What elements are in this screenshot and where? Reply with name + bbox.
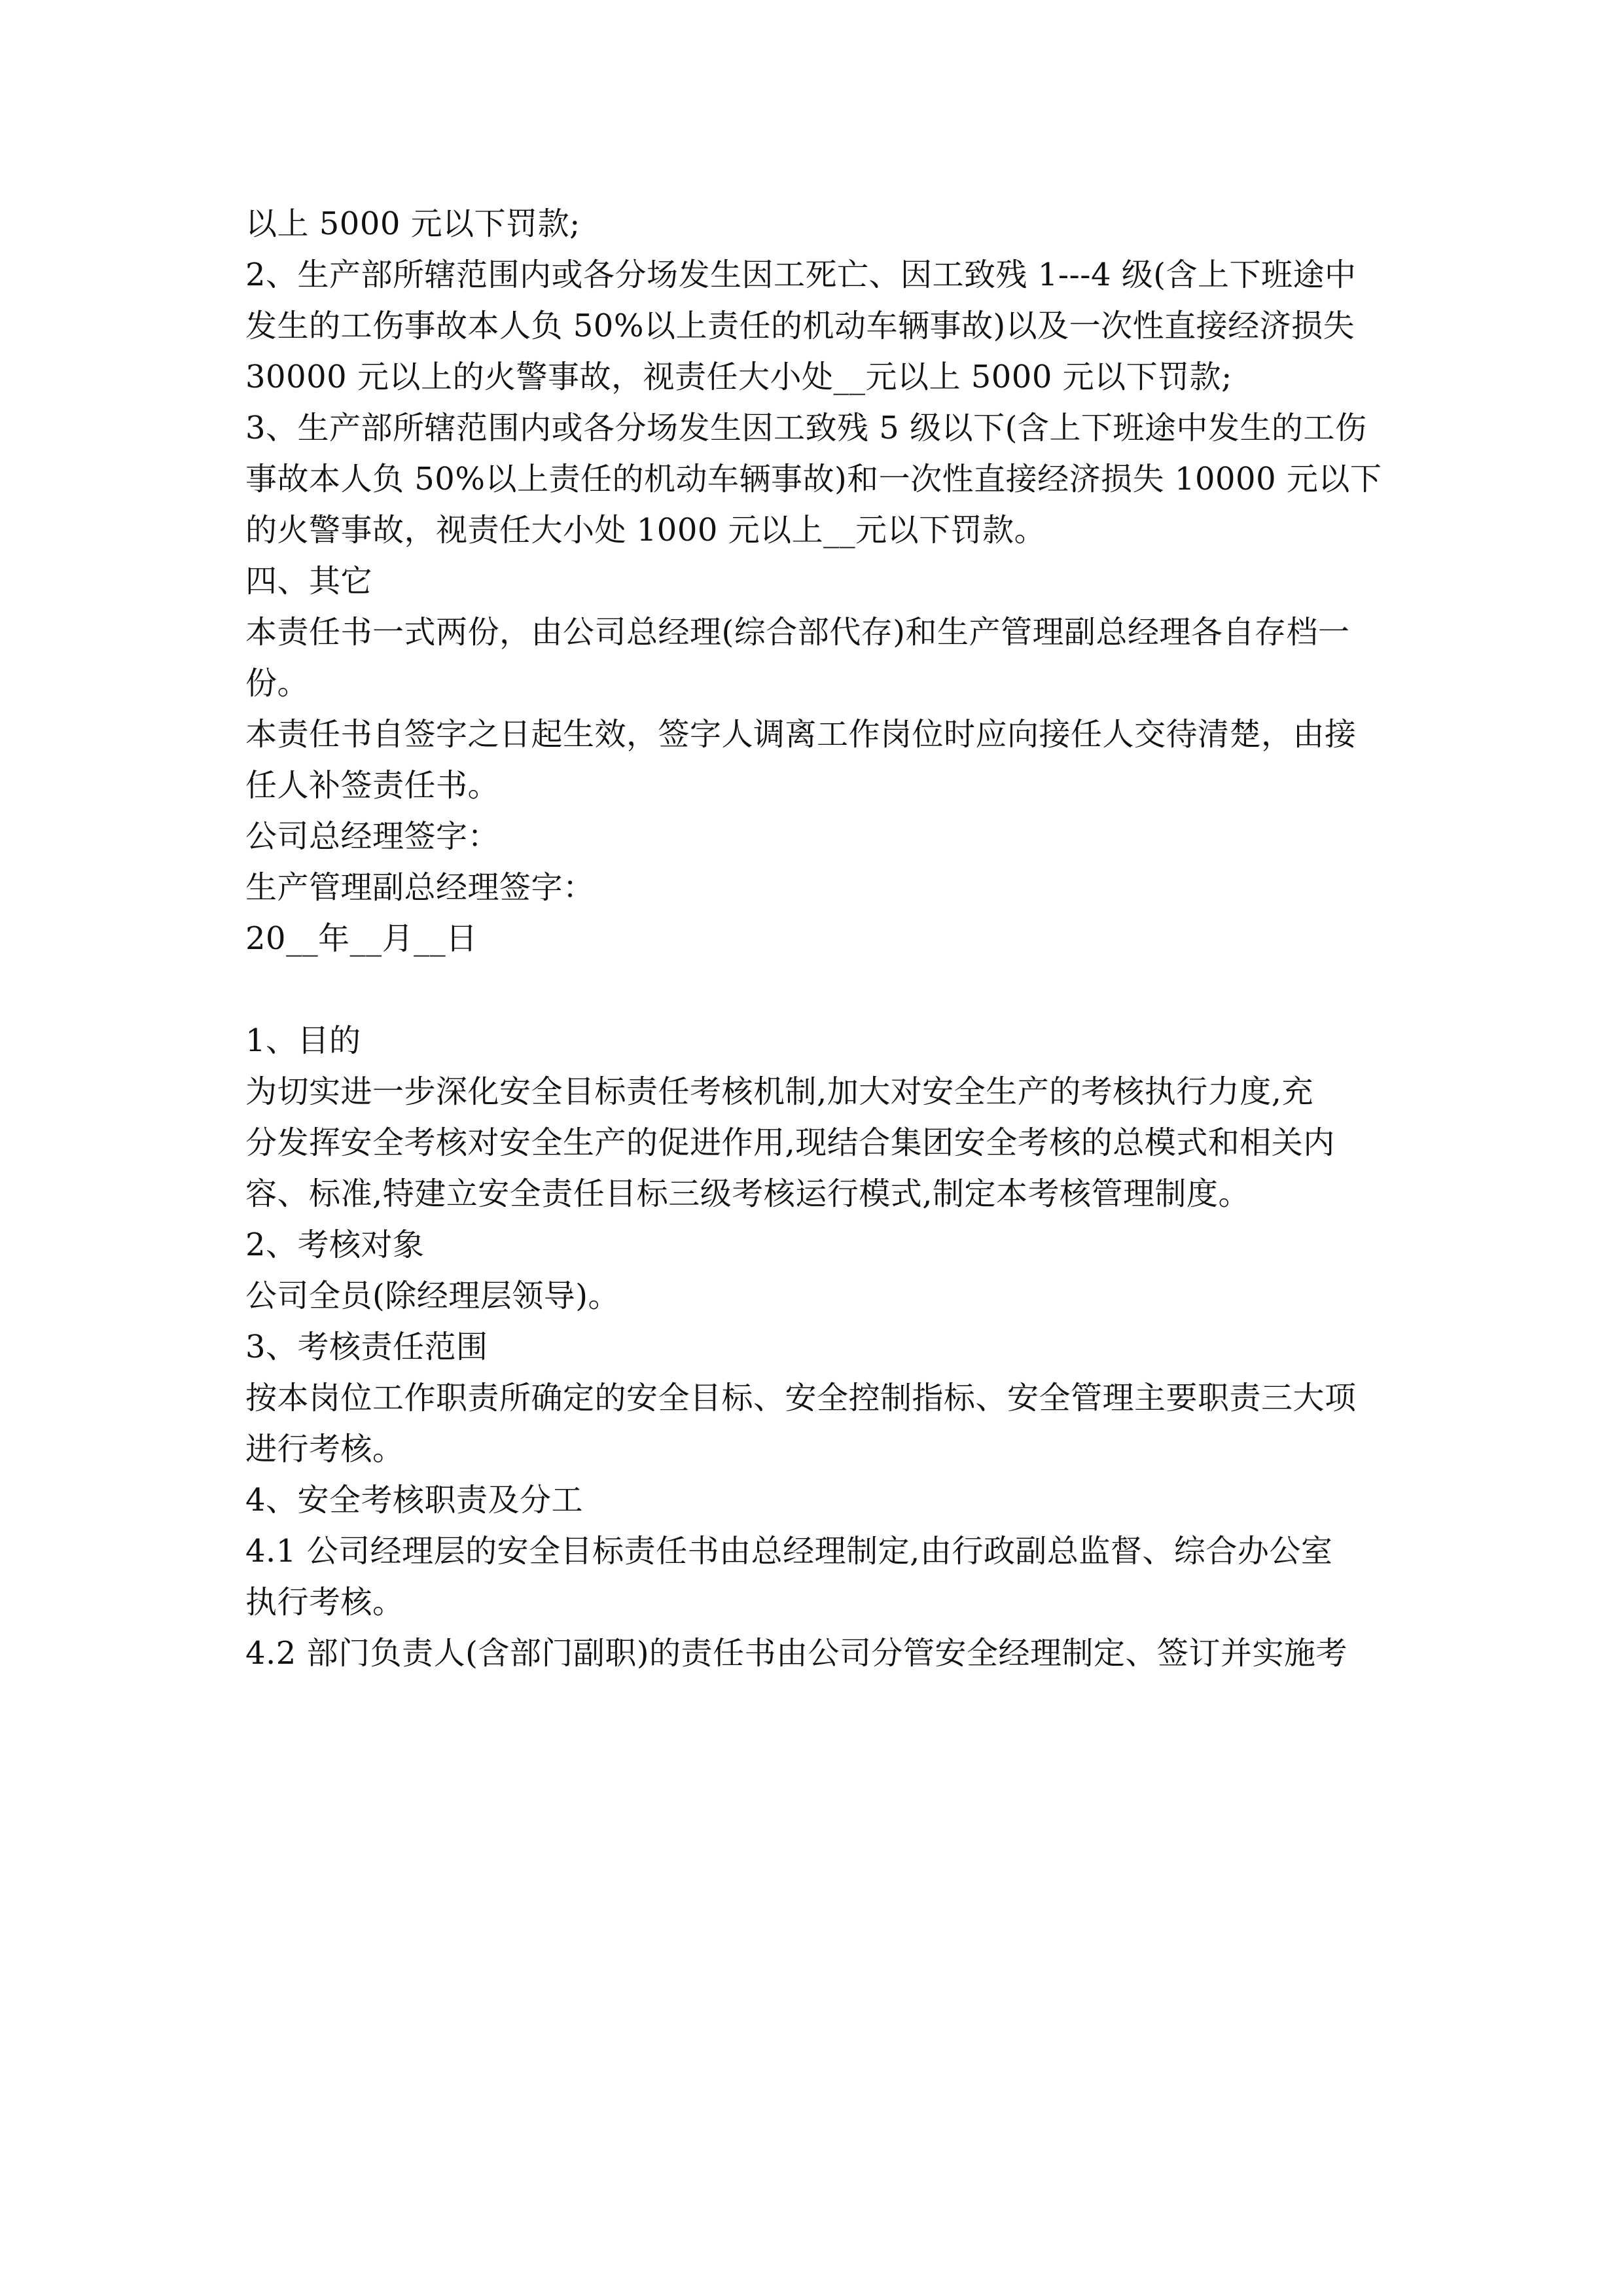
text-line: 进行考核。 xyxy=(245,1431,404,1467)
text-line: 容、标准,特建立安全责任目标三级考核运行模式,制定本考核管理制度。 xyxy=(245,1175,1251,1212)
date-line: 20__年__月__日 xyxy=(245,920,478,957)
section-heading: 1、目的 xyxy=(245,1022,361,1059)
text-line: 为切实进一步深化安全目标责任考核机制,加大对安全生产的考核执行力度,充 xyxy=(245,1073,1314,1110)
text-line: 任人补签责任书。 xyxy=(245,767,500,804)
text-line: 4.2 部门负责人(含部门副职)的责任书由公司分管安全经理制定、签订并实施考 xyxy=(245,1635,1348,1672)
section-heading: 4、安全考核职责及分工 xyxy=(245,1482,584,1518)
section-heading: 3、考核责任范围 xyxy=(245,1329,488,1365)
signature-line: 公司总经理签字： xyxy=(245,818,500,855)
text-line: 发生的工伤事故本人负 50%以上责任的机动车辆事故)以及一次性直接经济损失 xyxy=(245,308,1355,344)
text-line: 事故本人负 50%以上责任的机动车辆事故)和一次性直接经济损失 10000 元以下 xyxy=(245,461,1382,497)
text-line: 按本岗位工作职责所确定的安全目标、安全控制指标、安全管理主要职责三大项 xyxy=(245,1380,1357,1416)
text-line: 2、生产部所辖范围内或各分场发生因工死亡、因工致残 1---4 级(含上下班途中 xyxy=(245,257,1357,293)
text-line: 4.1 公司经理层的安全目标责任书由总经理制定,由行政副总监督、综合办公室 xyxy=(245,1533,1333,1570)
text-line: 本责任书自签字之日起生效，签字人调离工作岗位时应向接任人交待清楚，由接 xyxy=(245,716,1357,753)
text-line: 分发挥安全考核对安全生产的促进作用,现结合集团安全考核的总模式和相关内 xyxy=(245,1124,1335,1161)
signature-line: 生产管理副总经理签字： xyxy=(245,869,595,906)
text-line: 执行考核。 xyxy=(245,1584,404,1621)
document-body xyxy=(245,198,1382,1679)
section-heading: 四、其它 xyxy=(245,563,373,600)
text-line: 的火警事故，视责任大小处 1000 元以上__元以下罚款。 xyxy=(245,512,1046,548)
paragraph-gap xyxy=(245,964,1378,1015)
text-line: 份。 xyxy=(245,665,310,702)
text-line: 以上 5000 元以下罚款; xyxy=(245,206,580,242)
section-heading: 2、考核对象 xyxy=(245,1227,425,1263)
text-line: 公司全员(除经理层领导)。 xyxy=(245,1278,620,1314)
text-line: 30000 元以上的火警事故，视责任大小处__元以上 5000 元以下罚款; xyxy=(245,359,1232,395)
text-line: 本责任书一式两份，由公司总经理(综合部代存)和生产管理副总经理各自存档一 xyxy=(245,614,1350,651)
text-line: 3、生产部所辖范围内或各分场发生因工致残 5 级以下(含上下班途中发生的工伤 xyxy=(245,410,1367,446)
